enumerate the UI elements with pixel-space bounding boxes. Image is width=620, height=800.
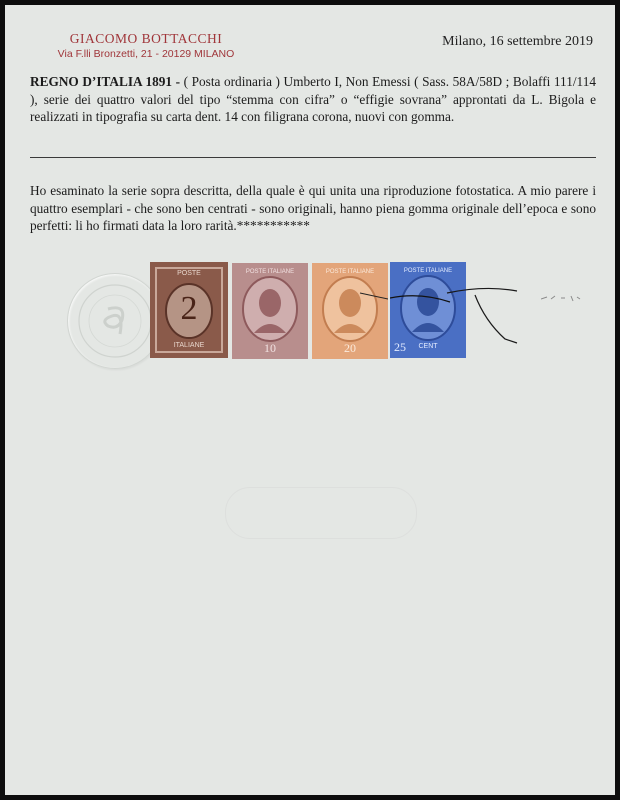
dealer-address: Via F.lli Bronzetti, 21 - 20129 MILANO (57, 48, 235, 60)
stamp-bottom-text: CENT (418, 343, 438, 350)
signature-strokes (445, 281, 525, 351)
certificate-date: Milano, 16 settembre 2019 (442, 34, 593, 49)
dealer-name: GIACOMO BOTTACCHI (69, 31, 223, 46)
stamp-description (30, 73, 596, 126)
stamp-10-centesimi (232, 263, 308, 359)
description-text: ( Posta ordinaria ) Umberto I, Non Emessi ( Sass. 58A/58D ; Bolaffi 111/114 ), serie dei quattro valori del tipo “stemma con cifra” o “effigie sovrana” approntati da L. Bigola e realizzati in tipografia su carta dent. 14 con filigrana corona, nuovi con gomma. (30, 74, 596, 124)
stamp-value: 2 (180, 290, 198, 327)
stamp-value: 20 (344, 341, 356, 355)
stamp-top-text: POSTE ITALIANE (325, 269, 375, 275)
embossed-seal-icon (67, 273, 163, 369)
expert-opinion (30, 182, 596, 235)
divider-line (30, 157, 596, 158)
stamp-bottom-text: ITALIANE (173, 342, 205, 349)
opinion-paragraph-1: Ho esaminato la serie sopra descritta, della quale è qui unita una riproduzione fotostatica. (30, 183, 515, 198)
dealer-letterhead (41, 31, 251, 61)
stamp-2-centesimi (150, 262, 228, 358)
opinion-paragraph-2: A mio parere i quattro esemplari - che sono ben centrati - sono originali, hanno piena gomma originale dell’epoca e sono perfetti: li ho firmati data la loro rarità.*********** (30, 183, 597, 233)
stamp-top-text: POSTE ITALIANE (403, 268, 453, 274)
stamp-value: 10 (264, 341, 276, 355)
certificate-page (5, 5, 615, 795)
stamp-top-text: POSTE ITALIANE (245, 269, 295, 275)
description-lead: REGNO D’ITALIA 1891 - (30, 74, 181, 89)
watermark-shadow (225, 487, 417, 539)
stamp-top-text: POSTE (177, 270, 201, 277)
pencil-mark-icon (541, 293, 581, 306)
stamp-value: 25 (394, 340, 406, 354)
stamp-20-centesimi (312, 263, 388, 359)
